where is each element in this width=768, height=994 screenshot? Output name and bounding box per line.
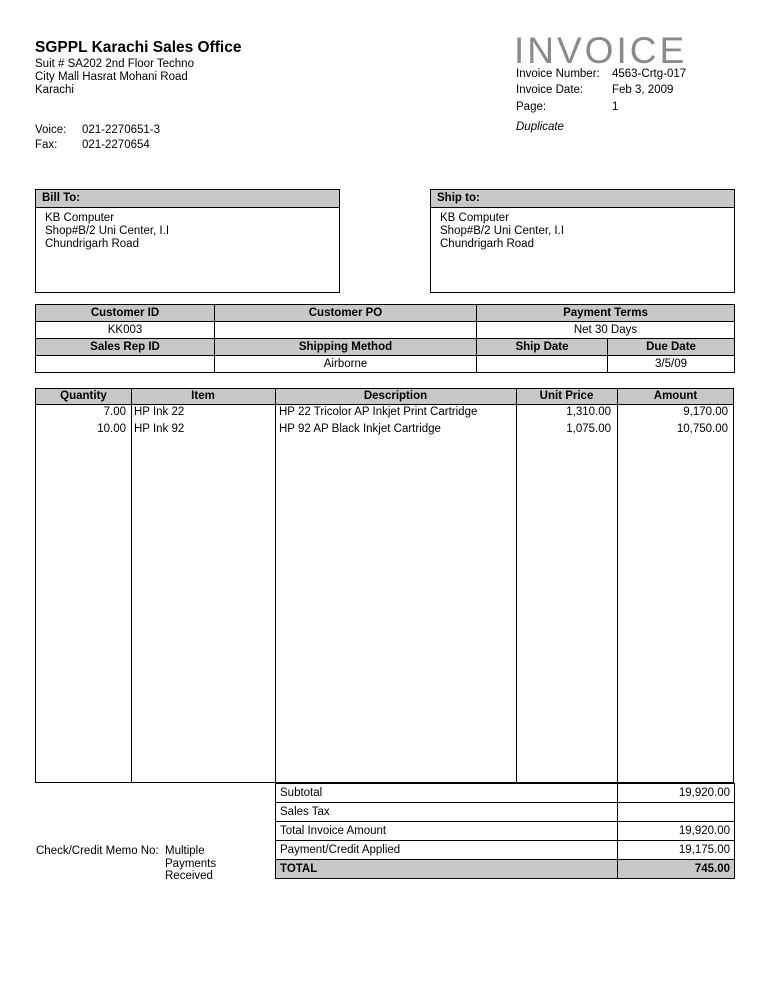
company-address-line-2: City Mall Hasrat Mohani Road (35, 71, 188, 83)
sales-rep-header: Sales Rep ID (36, 339, 215, 356)
ship-date-value (477, 356, 608, 373)
customer-info-table (35, 304, 735, 373)
row-1-item: HP Ink 22 (134, 406, 185, 418)
bill-to-box (35, 189, 340, 293)
due-date-header: Due Date (608, 339, 735, 356)
payment-terms-value: Net 30 Days (477, 322, 735, 339)
ship-date-header: Ship Date (477, 339, 608, 356)
bill-to-heading: Bill To: (36, 190, 339, 208)
row-1-quantity: 7.00 (103, 406, 126, 418)
column-divider (516, 389, 517, 782)
memo-value (165, 845, 216, 883)
memo-value-line-1: Multiple (165, 845, 205, 857)
bill-to-line-1: KB Computer (45, 212, 115, 224)
row-1-unit-price: 1,310.00 (566, 406, 611, 418)
voice-label: Voice: (35, 124, 67, 136)
memo-value-line-3: Received (165, 870, 213, 882)
fax-number: 021-2270654 (82, 139, 150, 151)
company-name: SGPPL Karachi Sales Office (35, 39, 242, 56)
shipping-method-value: Airborne (215, 356, 477, 373)
memo-label: Check/Credit Memo No: (36, 845, 159, 857)
grand-total-value: 745.00 (618, 860, 735, 879)
customer-id-value: KK003 (36, 322, 215, 339)
copy-note: Duplicate (516, 121, 564, 133)
invoice-number-label: Invoice Number: (516, 68, 600, 80)
column-divider (275, 389, 276, 782)
column-divider (617, 389, 618, 782)
ship-to-line-1: KB Computer (440, 212, 510, 224)
payment-applied-label: Payment/Credit Applied (276, 841, 618, 860)
quantity-header: Quantity (60, 390, 107, 402)
ship-to-line-2: Shop#B/2 Uni Center, I.I (440, 225, 565, 237)
ship-to-box (430, 189, 735, 293)
sales-rep-value (36, 356, 215, 373)
item-header: Item (191, 390, 215, 402)
company-address-line-3: Karachi (35, 84, 74, 96)
payment-applied-value: 19,175.00 (618, 841, 735, 860)
company-address-line-1: Suit # SA202 2nd Floor Techno (35, 58, 194, 70)
sales-tax-value (618, 803, 735, 822)
amount-header: Amount (653, 390, 698, 402)
grand-total-label: TOTAL (276, 860, 618, 879)
bill-to-line-3: Chundrigarh Road (45, 238, 139, 250)
fax-label: Fax: (35, 139, 58, 151)
line-items-table (35, 388, 734, 783)
invoice-number: 4563-Crtg-017 (612, 68, 687, 80)
row-2-unit-price: 1,075.00 (566, 423, 611, 435)
ship-to-line-3: Chundrigarh Road (440, 238, 534, 250)
row-2-item: HP Ink 92 (134, 423, 185, 435)
unit-price-header: Unit Price (539, 390, 594, 402)
bill-to-line-2: Shop#B/2 Uni Center, I.I (45, 225, 170, 237)
column-divider (131, 389, 132, 782)
due-date-value: 3/5/09 (608, 356, 735, 373)
row-1-description: HP 22 Tricolor AP Inkjet Print Cartridge (279, 406, 478, 418)
row-2-quantity: 10.00 (97, 423, 126, 435)
voice-number: 021-2270651-3 (82, 124, 161, 136)
customer-id-header: Customer ID (36, 305, 215, 322)
row-2-amount: 10,750.00 (676, 423, 728, 435)
row-2-description: HP 92 AP Black Inkjet Cartridge (279, 423, 441, 435)
invoice-date: Feb 3, 2009 (612, 84, 674, 96)
totals-table (275, 783, 735, 879)
description-header: Description (363, 390, 428, 402)
customer-po-value (215, 322, 477, 339)
row-1-amount: 9,170.00 (683, 406, 728, 418)
total-invoice-label: Total Invoice Amount (276, 822, 618, 841)
customer-po-header: Customer PO (215, 305, 477, 322)
subtotal-label: Subtotal (276, 784, 618, 803)
subtotal-value: 19,920.00 (618, 784, 735, 803)
total-invoice-value: 19,920.00 (618, 822, 735, 841)
invoice-title: INVOICE (514, 30, 688, 71)
page-label: Page: (516, 101, 547, 113)
ship-to-heading: Ship to: (431, 190, 734, 208)
memo-value-line-2: Payments (165, 857, 217, 870)
invoice-date-label: Invoice Date: (516, 84, 584, 96)
shipping-method-header: Shipping Method (215, 339, 477, 356)
payment-terms-header: Payment Terms (477, 305, 735, 322)
page-number: 1 (612, 101, 619, 113)
sales-tax-label: Sales Tax (276, 803, 618, 822)
